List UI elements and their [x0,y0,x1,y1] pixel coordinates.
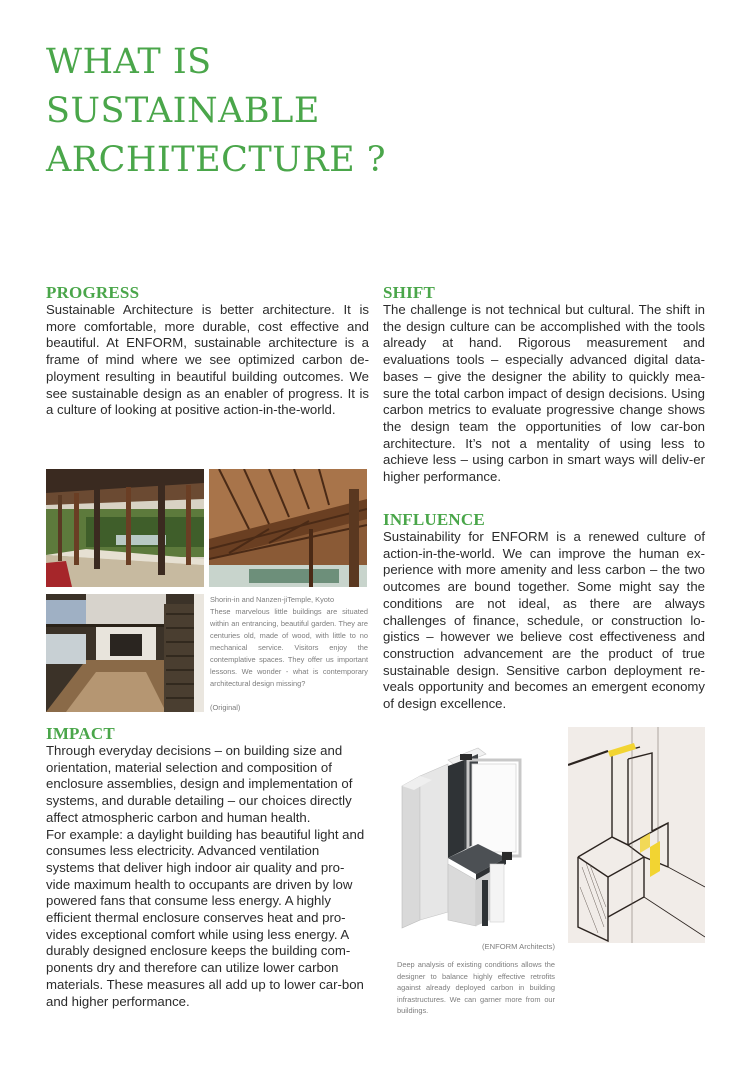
window-section-render [398,740,548,930]
page-title [46,38,386,185]
section-body: The challenge is not technical but cultural. The shift in the design culture can be accomplished with the tools already at hand. Rigorous measurement and evaluations tools – especially advanced digital data-bases – give the designer the ability to quickly mea-sure the total carbon impact of design decisions. Using carbon metrics to evaluate progressive change shows the design team the opportunities of low car-bon architecture. It’s not a mentality of using less to achieve less – using carbon in smart ways will deliv-er higher performance. [383,302,705,485]
section-body: Sustainable Architecture is better architecture. It is more comfortable, more durable, cost effective and beautiful. At ENFORM, sustainable architecture is a frame of mind where we see optimized carbon de-ployment resulting in beautiful building outcomes. We see sustainable design as an enabler of progress. It is a culture of looking at positive action-in-the-world. [46,302,369,418]
caption-title: Shorin-in and Nanzen-jiTemple, Kyoto [210,595,335,604]
section-progress [46,284,369,419]
section-body-1: Through everyday decisions – on building size and orientation, material selection and composition of enclosure assemblies, design and implementation of systems, and durable detailing – our choices directly affect atmospheric carbon and human health. [46,743,353,825]
temple-veranda-garden-photo [46,469,204,587]
title-line-2: SUSTAINABLE [46,91,320,131]
section-influence [383,511,705,713]
section-shift [383,284,705,486]
section-heading: PROGRESS [46,283,140,302]
enform-image-caption: Deep analysis of existing conditions allows the designer to balance highly effective retrofits against already deployed carbon in building infrastructures. We can garner more from our buildings. [397,960,555,1015]
section-impact [46,725,366,1010]
kyoto-photo-caption [210,594,368,714]
section-heading: SHIFT [383,283,436,302]
section-heading: INFLUENCE [383,510,485,529]
window-detail-sketch [568,727,705,943]
section-body: Sustainability for ENFORM is a renewed culture of action-in-the-world. We can improve the human ex-perience with more amenity and less carbon – the two outcomes are bound together. Some might say the conditions are not ideal, as there are always challenges of finance, schedule, or construction lo-gistics – however we believe cost effectiveness and construction advancement are the product of true sustainable design. Sensitive carbon deployment re-veals opportunity and becomes an emergent economy of design excellence. [383,529,705,712]
caption-body: These marvelous little buildings are situated within an entrancing, beautiful garden. They are centuries old, made of wood, with little to no mechanical service. Visitors enjoy the contemplative spaces. They offer us important lessons. We wonder - what is contemporary architectural design missing? [210,607,368,688]
title-line-1: WHAT IS [46,42,212,82]
temple-corridor-photo [46,594,204,712]
section-body-2: For example: a daylight building has beautiful light and consumes less electricity. Advanced ventilation systems that deliver high indoor air quality and pro-vide maximum health to occupants are driven by low powered fans that consume less energy. A highly efficient thermal enclosure conserves heat and pro-vides exceptional comfort while using less energy. A durably designed enclosure keeps the building com-ponents dry and therefore can utilize lower carbon materials. These measures all add up to lower car-bon and higher performance. [46,826,365,1009]
photo-credit: (Original) [210,703,241,712]
wooden-roof-eaves-photo [209,469,367,587]
title-line-3: ARCHITECTURE ? [46,140,387,180]
enform-image-credit: (ENFORM Architects) [482,942,555,951]
section-heading: IMPACT [46,724,115,743]
